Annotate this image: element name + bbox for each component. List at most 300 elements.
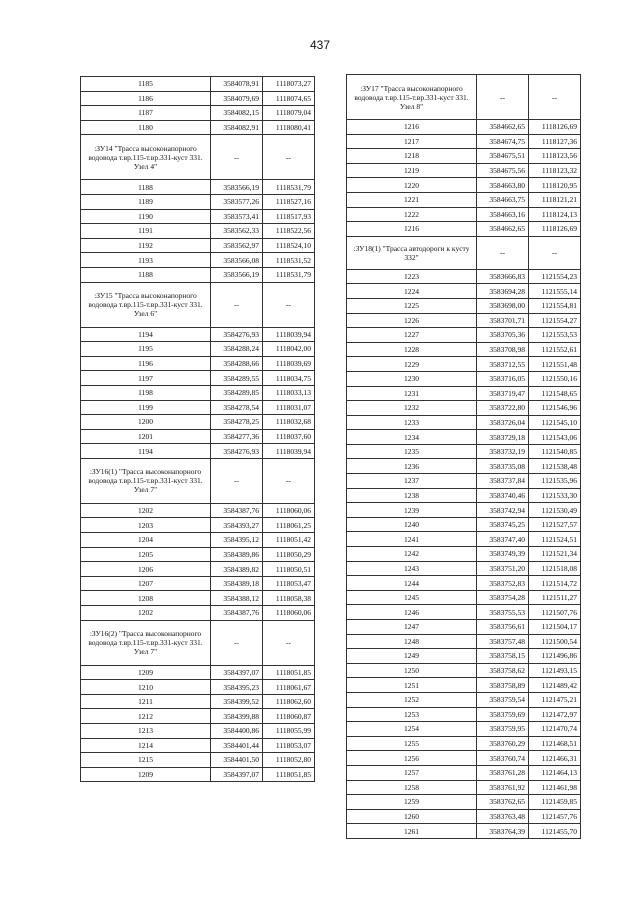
point-number: 1240 <box>347 517 477 532</box>
table-row <box>81 503 315 518</box>
point-number: 1260 <box>347 809 477 824</box>
x-coordinate: 3583698,00 <box>477 298 529 313</box>
y-coordinate: 1118055,99 <box>263 724 315 739</box>
table-row <box>81 767 315 782</box>
x-coordinate: 3584674,75 <box>477 134 529 149</box>
point-number: 1254 <box>347 722 477 737</box>
y-coordinate: 1118061,25 <box>263 518 315 533</box>
y-coordinate: 1118126,69 <box>529 222 581 237</box>
table-row <box>347 401 581 416</box>
x-coordinate: 3583726,04 <box>477 415 529 430</box>
table-row <box>81 680 315 695</box>
y-coordinate: 1121535,96 <box>529 474 581 489</box>
coordinates-table-right <box>346 74 581 839</box>
point-number: 1218 <box>347 149 477 164</box>
x-coordinate: 3583701,71 <box>477 313 529 328</box>
x-coordinate: 3584662,65 <box>477 120 529 135</box>
y-coordinate: 1121524,51 <box>529 532 581 547</box>
section-y-placeholder: -- <box>529 236 581 269</box>
y-coordinate: 1121514,72 <box>529 576 581 591</box>
point-number: 1193 <box>81 253 211 268</box>
x-coordinate: 3583708,98 <box>477 342 529 357</box>
y-coordinate: 1121555,14 <box>529 284 581 299</box>
y-coordinate: 1118053,07 <box>263 738 315 753</box>
x-coordinate: 3584277,36 <box>211 429 263 444</box>
y-coordinate: 1121500,54 <box>529 634 581 649</box>
y-coordinate: 1118126,69 <box>529 120 581 135</box>
table-row <box>347 620 581 635</box>
point-number: 1185 <box>81 77 211 92</box>
x-coordinate: 3583747,40 <box>477 532 529 547</box>
x-coordinate: 3584082,91 <box>211 120 263 135</box>
x-coordinate: 3584082,15 <box>211 106 263 121</box>
section-y-placeholder: -- <box>263 135 315 180</box>
y-coordinate: 1118062,60 <box>263 694 315 709</box>
x-coordinate: 3584401,44 <box>211 738 263 753</box>
y-coordinate: 1121472,97 <box>529 707 581 722</box>
x-coordinate: 3583758,15 <box>477 649 529 664</box>
y-coordinate: 1118031,07 <box>263 400 315 415</box>
point-number: 1236 <box>347 459 477 474</box>
table-row <box>81 120 315 135</box>
x-coordinate: 3583760,29 <box>477 736 529 751</box>
x-coordinate: 3584278,25 <box>211 415 263 430</box>
point-number: 1205 <box>81 547 211 562</box>
x-coordinate: 3584400,86 <box>211 724 263 739</box>
y-coordinate: 1121455,70 <box>529 824 581 839</box>
table-row <box>347 488 581 503</box>
y-coordinate: 1118042,00 <box>263 342 315 357</box>
x-coordinate: 3583735,08 <box>477 459 529 474</box>
y-coordinate: 1118039,94 <box>263 327 315 342</box>
y-coordinate: 1121493,15 <box>529 663 581 678</box>
x-coordinate: 3583757,48 <box>477 634 529 649</box>
point-number: 1196 <box>81 356 211 371</box>
section-title: :ЗУ15 "Трасса высоконапорного водовода т.вр.115-т.вр.331-куст 331. Узел 6" <box>81 282 211 327</box>
x-coordinate: 3583566,19 <box>211 267 263 282</box>
table-row <box>347 634 581 649</box>
x-coordinate: 3584389,86 <box>211 547 263 562</box>
table-row <box>81 209 315 224</box>
section-x-placeholder: -- <box>477 236 529 269</box>
section-x-placeholder: -- <box>211 620 263 665</box>
point-number: 1209 <box>81 767 211 782</box>
point-number: 1225 <box>347 298 477 313</box>
point-number: 1187 <box>81 106 211 121</box>
table-row <box>347 765 581 780</box>
table-row <box>81 267 315 282</box>
x-coordinate: 3584288,66 <box>211 356 263 371</box>
table-row <box>347 444 581 459</box>
table-row <box>81 224 315 239</box>
table-row <box>81 562 315 577</box>
point-number: 1237 <box>347 474 477 489</box>
point-number: 1243 <box>347 561 477 576</box>
y-coordinate: 1118052,80 <box>263 753 315 768</box>
section-x-placeholder: -- <box>211 135 263 180</box>
y-coordinate: 1118531,79 <box>263 267 315 282</box>
section-header-row <box>347 236 581 269</box>
x-coordinate: 3583722,80 <box>477 401 529 416</box>
point-number: 1200 <box>81 415 211 430</box>
section-title: :ЗУ17 "Трасса высоконапорного водовода т.вр.115-т.вр.331-куст 331. Узел 8" <box>347 75 477 120</box>
table-row <box>347 722 581 737</box>
table-row <box>347 824 581 839</box>
y-coordinate: 1118531,52 <box>263 253 315 268</box>
x-coordinate: 3583705,36 <box>477 328 529 343</box>
y-coordinate: 1118039,94 <box>263 444 315 459</box>
y-coordinate: 1121466,31 <box>529 751 581 766</box>
table-row <box>81 356 315 371</box>
x-coordinate: 3584276,93 <box>211 327 263 342</box>
table-row <box>81 429 315 444</box>
y-coordinate: 1121496,86 <box>529 649 581 664</box>
point-number: 1186 <box>81 91 211 106</box>
point-number: 1192 <box>81 238 211 253</box>
y-coordinate: 1121461,98 <box>529 780 581 795</box>
table-row <box>347 707 581 722</box>
x-coordinate: 3584276,93 <box>211 444 263 459</box>
point-number: 1208 <box>81 591 211 606</box>
y-coordinate: 1121457,76 <box>529 809 581 824</box>
table-row <box>81 694 315 709</box>
point-number: 1245 <box>347 590 477 605</box>
y-coordinate: 1118032,68 <box>263 415 315 430</box>
y-coordinate: 1118522,56 <box>263 224 315 239</box>
point-number: 1221 <box>347 192 477 207</box>
x-coordinate: 3583577,26 <box>211 194 263 209</box>
table-row <box>81 385 315 400</box>
table-row <box>81 576 315 591</box>
x-coordinate: 3584663,80 <box>477 178 529 193</box>
table-row <box>81 591 315 606</box>
x-coordinate: 3584289,55 <box>211 371 263 386</box>
point-number: 1233 <box>347 415 477 430</box>
y-coordinate: 1121548,65 <box>529 386 581 401</box>
table-row <box>347 284 581 299</box>
y-coordinate: 1118060,06 <box>263 606 315 621</box>
y-coordinate: 1121459,85 <box>529 795 581 810</box>
x-coordinate: 3583763,48 <box>477 809 529 824</box>
table-row <box>347 649 581 664</box>
y-coordinate: 1121551,48 <box>529 357 581 372</box>
section-header-row <box>347 75 581 120</box>
x-coordinate: 3584395,12 <box>211 533 263 548</box>
y-coordinate: 1118531,79 <box>263 180 315 195</box>
y-coordinate: 1121554,23 <box>529 269 581 284</box>
table-row <box>347 178 581 193</box>
table-row <box>347 386 581 401</box>
y-coordinate: 1118524,10 <box>263 238 315 253</box>
table-row <box>81 400 315 415</box>
table-row <box>81 106 315 121</box>
table-row <box>81 415 315 430</box>
x-coordinate: 3583758,62 <box>477 663 529 678</box>
x-coordinate: 3584288,24 <box>211 342 263 357</box>
x-coordinate: 3583761,28 <box>477 765 529 780</box>
point-number: 1247 <box>347 620 477 635</box>
table-row <box>347 795 581 810</box>
point-number: 1257 <box>347 765 477 780</box>
x-coordinate: 3584399,52 <box>211 694 263 709</box>
point-number: 1241 <box>347 532 477 547</box>
y-coordinate: 1118034,75 <box>263 371 315 386</box>
x-coordinate: 3583729,18 <box>477 430 529 445</box>
point-number: 1207 <box>81 576 211 591</box>
y-coordinate: 1121554,81 <box>529 298 581 313</box>
x-coordinate: 3584401,50 <box>211 753 263 768</box>
table-row <box>81 238 315 253</box>
x-coordinate: 3583751,20 <box>477 561 529 576</box>
table-row <box>347 269 581 284</box>
table-row <box>81 547 315 562</box>
table-row <box>81 253 315 268</box>
y-coordinate: 1121530,49 <box>529 503 581 518</box>
section-title: :ЗУ18(1) "Трасса автодороги к кусту 332" <box>347 236 477 269</box>
point-number: 1232 <box>347 401 477 416</box>
point-number: 1210 <box>81 680 211 695</box>
section-y-placeholder: -- <box>263 282 315 327</box>
point-number: 1197 <box>81 371 211 386</box>
point-number: 1202 <box>81 503 211 518</box>
point-number: 1246 <box>347 605 477 620</box>
table-row <box>81 77 315 92</box>
y-coordinate: 1121545,10 <box>529 415 581 430</box>
table-row <box>347 474 581 489</box>
x-coordinate: 3583737,84 <box>477 474 529 489</box>
y-coordinate: 1121468,51 <box>529 736 581 751</box>
y-coordinate: 1121546,96 <box>529 401 581 416</box>
x-coordinate: 3583759,95 <box>477 722 529 737</box>
table-row <box>347 561 581 576</box>
x-coordinate: 3583719,47 <box>477 386 529 401</box>
point-number: 1190 <box>81 209 211 224</box>
x-coordinate: 3583732,19 <box>477 444 529 459</box>
table-row <box>347 751 581 766</box>
point-number: 1238 <box>347 488 477 503</box>
point-number: 1256 <box>347 751 477 766</box>
point-number: 1261 <box>347 824 477 839</box>
section-y-placeholder: -- <box>529 75 581 120</box>
x-coordinate: 3584662,65 <box>477 222 529 237</box>
point-number: 1259 <box>347 795 477 810</box>
section-header-row <box>81 458 315 503</box>
point-number: 1230 <box>347 371 477 386</box>
y-coordinate: 1118050,29 <box>263 547 315 562</box>
x-coordinate: 3584389,18 <box>211 576 263 591</box>
section-x-placeholder: -- <box>211 458 263 503</box>
y-coordinate: 1121538,48 <box>529 459 581 474</box>
y-coordinate: 1121518,08 <box>529 561 581 576</box>
x-coordinate: 3584289,85 <box>211 385 263 400</box>
section-title: :ЗУ14 "Трасса высоконапорного водовода т.вр.115-т.вр.331-куст 331. Узел 4" <box>81 135 211 180</box>
y-coordinate: 1118039,69 <box>263 356 315 371</box>
table-row <box>347 328 581 343</box>
point-number: 1194 <box>81 327 211 342</box>
x-coordinate: 3584389,82 <box>211 562 263 577</box>
x-coordinate: 3583754,28 <box>477 590 529 605</box>
y-coordinate: 1118073,27 <box>263 77 315 92</box>
table-row <box>81 606 315 621</box>
table-row <box>347 678 581 693</box>
table-row <box>347 415 581 430</box>
y-coordinate: 1118079,04 <box>263 106 315 121</box>
coordinates-table-left <box>80 76 315 782</box>
x-coordinate: 3583566,19 <box>211 180 263 195</box>
x-coordinate: 3583758,89 <box>477 678 529 693</box>
section-x-placeholder: -- <box>211 282 263 327</box>
y-coordinate: 1118124,13 <box>529 207 581 222</box>
x-coordinate: 3584663,75 <box>477 192 529 207</box>
table-row <box>347 163 581 178</box>
y-coordinate: 1118527,16 <box>263 194 315 209</box>
point-number: 1194 <box>81 444 211 459</box>
point-number: 1226 <box>347 313 477 328</box>
table-row <box>347 459 581 474</box>
x-coordinate: 3583562,97 <box>211 238 263 253</box>
y-coordinate: 1118051,85 <box>263 665 315 680</box>
table-row <box>347 120 581 135</box>
y-coordinate: 1118074,65 <box>263 91 315 106</box>
y-coordinate: 1121540,85 <box>529 444 581 459</box>
point-number: 1195 <box>81 342 211 357</box>
point-number: 1199 <box>81 400 211 415</box>
y-coordinate: 1118058,38 <box>263 591 315 606</box>
point-number: 1206 <box>81 562 211 577</box>
x-coordinate: 3583740,46 <box>477 488 529 503</box>
table-row <box>347 780 581 795</box>
x-coordinate: 3583752,83 <box>477 576 529 591</box>
table-row <box>347 590 581 605</box>
y-coordinate: 1118123,32 <box>529 163 581 178</box>
point-number: 1188 <box>81 180 211 195</box>
y-coordinate: 1121553,53 <box>529 328 581 343</box>
table-row <box>81 371 315 386</box>
point-number: 1224 <box>347 284 477 299</box>
x-coordinate: 3584663,16 <box>477 207 529 222</box>
point-number: 1212 <box>81 709 211 724</box>
y-coordinate: 1118123,56 <box>529 149 581 164</box>
y-coordinate: 1118120,95 <box>529 178 581 193</box>
point-number: 1216 <box>347 120 477 135</box>
y-coordinate: 1121527,57 <box>529 517 581 532</box>
point-number: 1201 <box>81 429 211 444</box>
point-number: 1234 <box>347 430 477 445</box>
x-coordinate: 3584397,07 <box>211 665 263 680</box>
table-row <box>347 192 581 207</box>
x-coordinate: 3584397,07 <box>211 767 263 782</box>
point-number: 1250 <box>347 663 477 678</box>
point-number: 1229 <box>347 357 477 372</box>
x-coordinate: 3584395,23 <box>211 680 263 695</box>
point-number: 1251 <box>347 678 477 693</box>
x-coordinate: 3584675,56 <box>477 163 529 178</box>
point-number: 1220 <box>347 178 477 193</box>
table-row <box>347 692 581 707</box>
section-header-row <box>81 620 315 665</box>
point-number: 1203 <box>81 518 211 533</box>
section-title: :ЗУ16(2) "Трасса высоконапорного водовода т.вр.115-т.вр.331-куст 331. Узел 7" <box>81 620 211 665</box>
table-row <box>81 327 315 342</box>
table-row <box>347 517 581 532</box>
table-row <box>347 134 581 149</box>
x-coordinate: 3584388,12 <box>211 591 263 606</box>
table-row <box>81 724 315 739</box>
table-row <box>347 576 581 591</box>
point-number: 1215 <box>81 753 211 768</box>
y-coordinate: 1121475,21 <box>529 692 581 707</box>
point-number: 1198 <box>81 385 211 400</box>
table-row <box>347 532 581 547</box>
y-coordinate: 1118517,93 <box>263 209 315 224</box>
x-coordinate: 3583573,41 <box>211 209 263 224</box>
table-row <box>347 547 581 562</box>
table-row <box>81 518 315 533</box>
point-number: 1252 <box>347 692 477 707</box>
table-row <box>347 503 581 518</box>
point-number: 1209 <box>81 665 211 680</box>
table-row <box>347 298 581 313</box>
y-coordinate: 1118060,06 <box>263 503 315 518</box>
point-number: 1239 <box>347 503 477 518</box>
table-row <box>347 342 581 357</box>
y-coordinate: 1118050,51 <box>263 562 315 577</box>
x-coordinate: 3583761,92 <box>477 780 529 795</box>
table-row <box>81 194 315 209</box>
table-row <box>347 357 581 372</box>
x-coordinate: 3583694,28 <box>477 284 529 299</box>
y-coordinate: 1121470,74 <box>529 722 581 737</box>
point-number: 1248 <box>347 634 477 649</box>
table-row <box>347 313 581 328</box>
y-coordinate: 1121464,13 <box>529 765 581 780</box>
table-row <box>81 665 315 680</box>
y-coordinate: 1121511,27 <box>529 590 581 605</box>
table-row <box>81 738 315 753</box>
table-row <box>347 809 581 824</box>
table-row <box>81 342 315 357</box>
section-header-row <box>81 135 315 180</box>
point-number: 1191 <box>81 224 211 239</box>
x-coordinate: 3583764,39 <box>477 824 529 839</box>
point-number: 1211 <box>81 694 211 709</box>
point-number: 1253 <box>347 707 477 722</box>
x-coordinate: 3583759,69 <box>477 707 529 722</box>
point-number: 1231 <box>347 386 477 401</box>
x-coordinate: 3584387,76 <box>211 503 263 518</box>
y-coordinate: 1121552,61 <box>529 342 581 357</box>
point-number: 1202 <box>81 606 211 621</box>
point-number: 1216 <box>347 222 477 237</box>
y-coordinate: 1118127,36 <box>529 134 581 149</box>
point-number: 1255 <box>347 736 477 751</box>
table-row <box>347 207 581 222</box>
section-y-placeholder: -- <box>263 458 315 503</box>
point-number: 1189 <box>81 194 211 209</box>
y-coordinate: 1121504,17 <box>529 620 581 635</box>
y-coordinate: 1121543,06 <box>529 430 581 445</box>
y-coordinate: 1121554,27 <box>529 313 581 328</box>
y-coordinate: 1121550,16 <box>529 371 581 386</box>
y-coordinate: 1118060,87 <box>263 709 315 724</box>
table-row <box>347 222 581 237</box>
y-coordinate: 1118051,42 <box>263 533 315 548</box>
point-number: 1227 <box>347 328 477 343</box>
section-header-row <box>81 282 315 327</box>
page-number: 437 <box>309 38 331 52</box>
y-coordinate: 1118121,21 <box>529 192 581 207</box>
x-coordinate: 3583566,08 <box>211 253 263 268</box>
